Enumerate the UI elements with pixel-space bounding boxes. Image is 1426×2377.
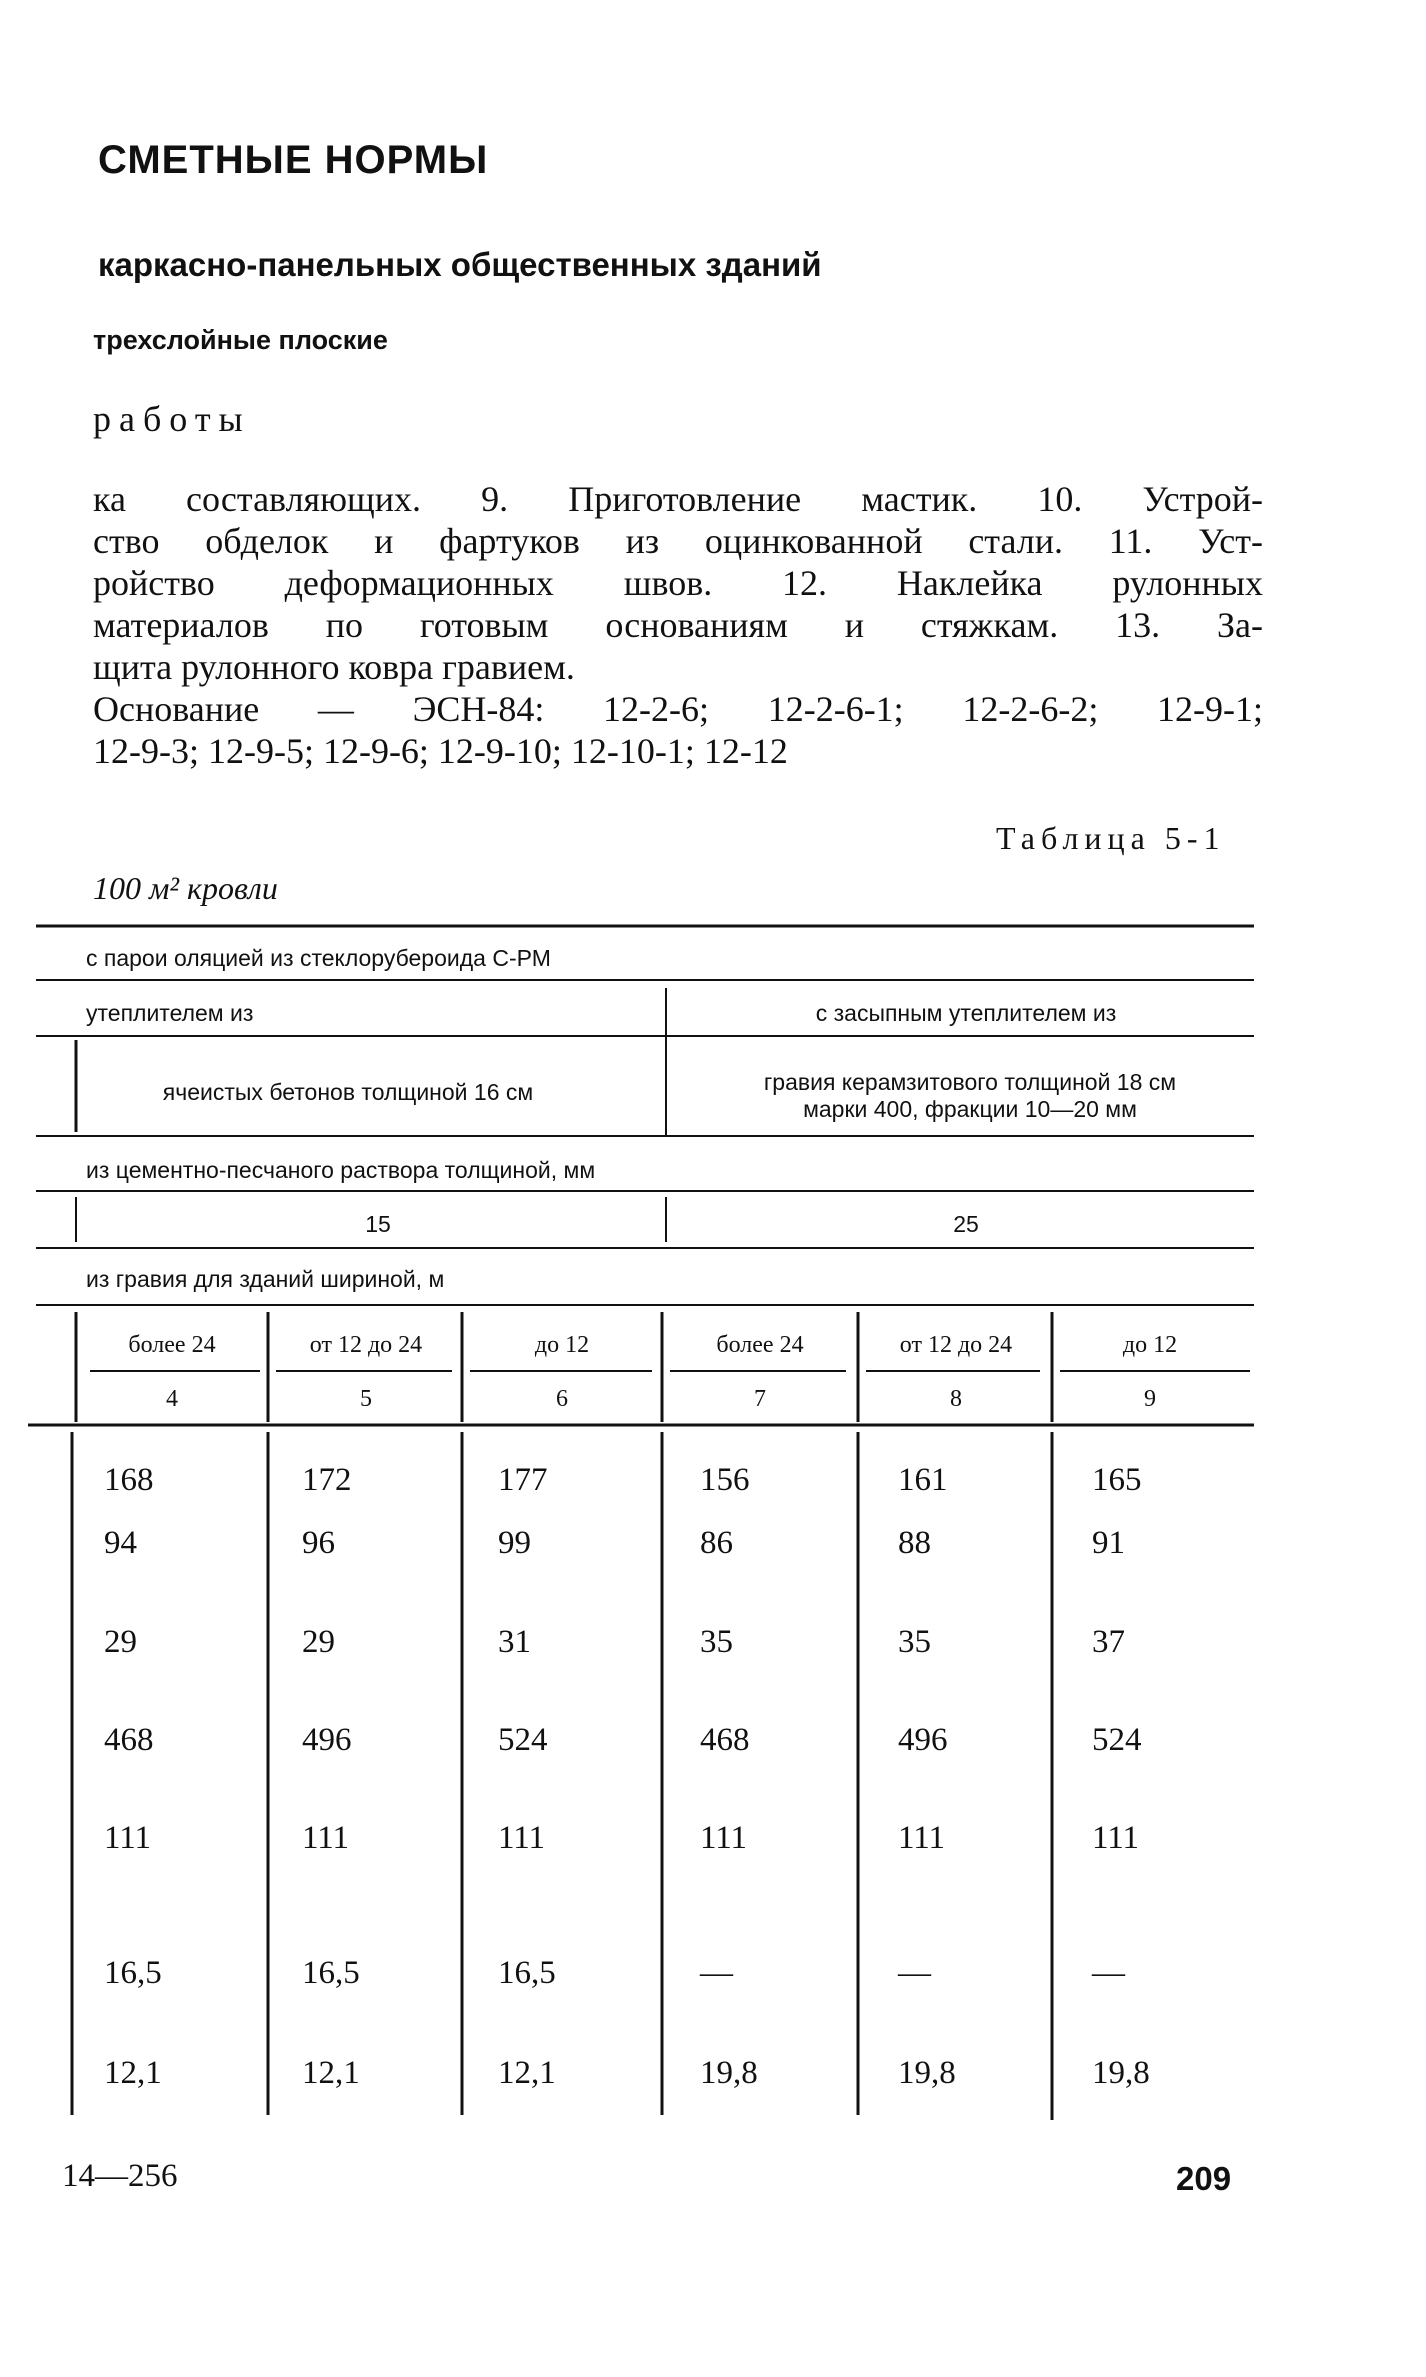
header-vapor-barrier: с парои оляцией из стеклорубероида С-РМ — [86, 945, 551, 971]
paragraph-line: Основание — ЭСН-84: 12-2-6; 12-2-6-1; 12-2-6-2; 12-9-1; — [93, 689, 1263, 729]
paragraph-line: щита рулонного ковра гравием. — [93, 647, 575, 687]
table-cell: 524 — [1092, 1722, 1142, 1758]
heading-subtitle: каркасно-панельных общественных зданий — [98, 246, 822, 283]
page-heading: СМЕТНЫЕ НОРМЫ — [98, 138, 489, 182]
table-cell: 468 — [104, 1722, 154, 1758]
column-number: 8 — [950, 1386, 962, 1412]
column-number: 5 — [360, 1386, 372, 1412]
column-number: 9 — [1144, 1386, 1156, 1412]
table-cell: 19,8 — [1092, 2055, 1150, 2091]
table-cell: 99 — [498, 1525, 531, 1561]
table-cell: 111 — [104, 1820, 152, 1856]
header-thickness-right: 25 — [953, 1211, 979, 1237]
table-cell: 111 — [700, 1820, 748, 1856]
table-number: Таблица 5-1 — [996, 820, 1226, 856]
table-cell: 12,1 — [104, 2055, 162, 2091]
table-cell: 86 — [700, 1525, 733, 1561]
table-cell: 94 — [104, 1525, 137, 1561]
table-cell: 524 — [498, 1722, 548, 1758]
header-screed: из цементно-песчаного раствора толщиной, мм — [86, 1157, 596, 1183]
table-cell: 111 — [1092, 1820, 1140, 1856]
section-label-works: работы — [93, 399, 251, 439]
table-cell: 496 — [898, 1722, 948, 1758]
paragraph-line: ка составляющих. 9. Приготовление мастик. 10. Устрой- — [93, 479, 1263, 519]
table-cell: 111 — [302, 1820, 350, 1856]
column-number: 6 — [556, 1386, 568, 1412]
footer-signature: 14—256 — [62, 2158, 178, 2194]
table-cell: 91 — [1092, 1525, 1125, 1561]
header-gravel-width: из гравия для зданий шириной, м — [86, 1266, 445, 1292]
column-header: более 24 — [716, 1332, 804, 1358]
table-cell: 12,1 — [498, 2055, 556, 2091]
table-cell: 111 — [898, 1820, 946, 1856]
header-insulation-right: с засыпным утеплителем из — [815, 1000, 1117, 1026]
paragraph-line: 12-9-3; 12-9-5; 12-9-6; 12-9-10; 12-10-1; 12-12 — [93, 731, 788, 771]
table-cell: 168 — [104, 1462, 154, 1498]
table-cell: 16,5 — [104, 1955, 162, 1991]
page-number: 209 — [1176, 2160, 1232, 2197]
heading-subtitle-2: трехслойные плоские — [93, 325, 388, 355]
table-cell: 468 — [700, 1722, 750, 1758]
table-cell: 96 — [302, 1525, 335, 1561]
header-material-right-2: марки 400, фракции 10—20 мм — [803, 1096, 1137, 1122]
paragraph-line: ройство деформационных швов. 12. Наклейка рулонных — [93, 563, 1263, 603]
header-material-right: гравия керамзитового толщиной 18 см — [763, 1069, 1177, 1095]
paragraph-line: материалов по готовым основаниям и стяжкам. 13. За- — [93, 605, 1263, 645]
header-material-left: ячеистых бетонов толщиной 16 см — [162, 1079, 534, 1105]
column-number: 7 — [754, 1386, 766, 1412]
column-header: до 12 — [534, 1332, 590, 1358]
table-cell: 161 — [898, 1462, 948, 1498]
table-unit-label: 100 м² кровли — [93, 870, 278, 906]
table-cell: 19,8 — [898, 2055, 956, 2091]
column-header: от 12 до 24 — [899, 1332, 1013, 1358]
table-cell: 12,1 — [302, 2055, 360, 2091]
column-header: более 24 — [128, 1332, 216, 1358]
table-cell: 88 — [898, 1525, 931, 1561]
table-cell: 165 — [1092, 1462, 1142, 1498]
table-cell: 177 — [498, 1462, 548, 1498]
table-cell: 19,8 — [700, 2055, 758, 2091]
header-thickness-left: 15 — [365, 1211, 391, 1237]
table-cell: — — [898, 1955, 931, 1991]
header-insulation-left: утеплителем из — [86, 1000, 254, 1026]
table-cell: 35 — [898, 1624, 931, 1660]
paragraph-line: ство обделок и фартуков из оцинкованной стали. 11. Уст- — [93, 521, 1263, 561]
table-cell: 29 — [104, 1624, 137, 1660]
table-cell: 111 — [498, 1820, 546, 1856]
table-cell: 172 — [302, 1462, 352, 1498]
column-number: 4 — [166, 1386, 178, 1412]
table-cell: 29 — [302, 1624, 335, 1660]
table-cell: 16,5 — [498, 1955, 556, 1991]
table-body — [104, 1462, 1150, 2091]
table-cell: 31 — [498, 1624, 531, 1660]
table-cell: — — [1092, 1955, 1125, 1991]
table-cell: 35 — [700, 1624, 733, 1660]
table-cell: 37 — [1092, 1624, 1125, 1660]
column-header: от 12 до 24 — [309, 1332, 423, 1358]
table-cell: 16,5 — [302, 1955, 360, 1991]
table-cell: 496 — [302, 1722, 352, 1758]
column-header: до 12 — [1122, 1332, 1178, 1358]
table-cell: 156 — [700, 1462, 750, 1498]
table-cell: — — [700, 1955, 733, 1991]
